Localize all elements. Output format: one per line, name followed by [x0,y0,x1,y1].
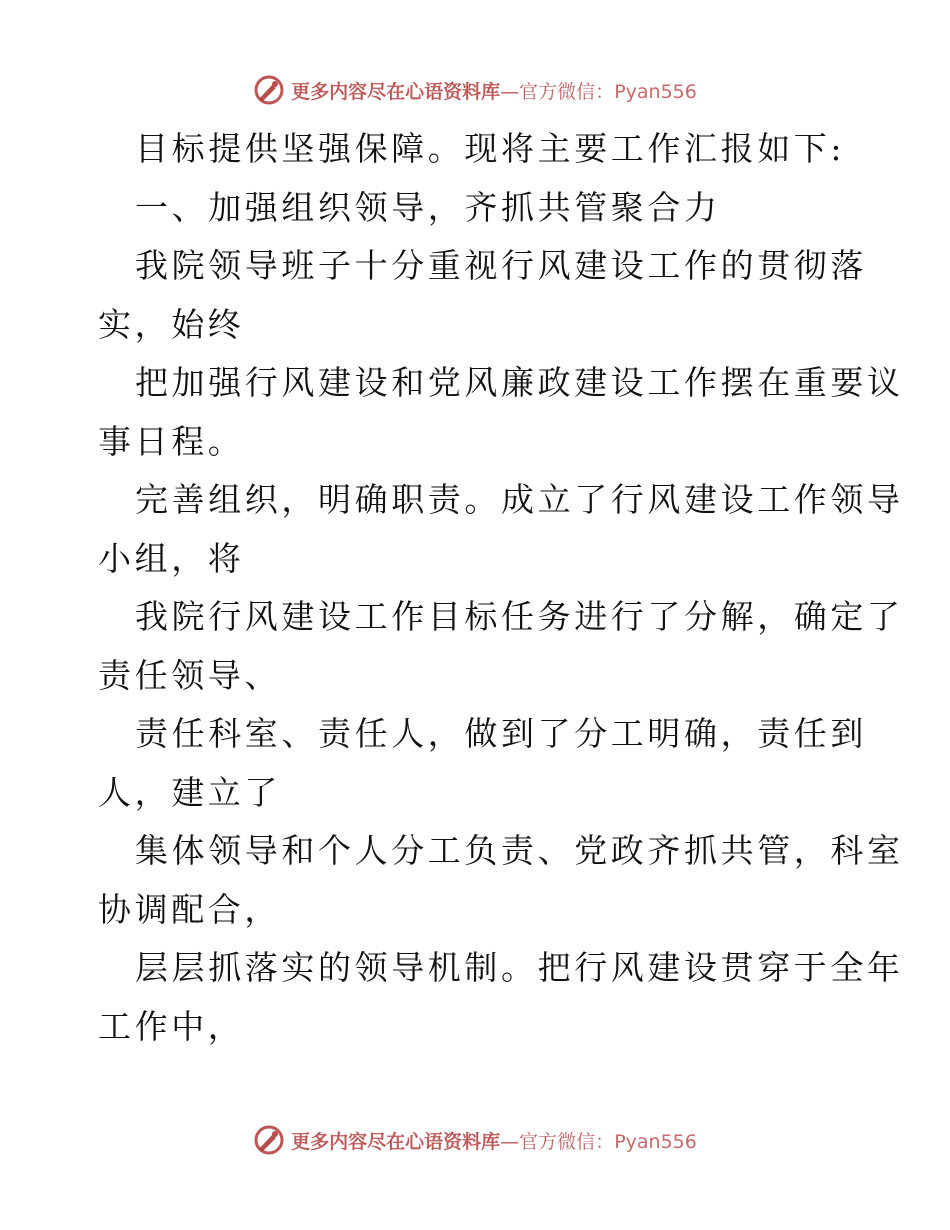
watermark-wechat-label: 官方微信： [519,1130,615,1153]
body-line: 实，始终 [98,304,245,344]
logo-icon [253,1124,285,1156]
body-line: 协调配合， [98,889,281,929]
body-line: 人，建立了 [98,772,281,812]
body-line: 小组，将 [98,538,245,578]
body-line: 我院行风建设工作目标任务进行了分解，确定了 [135,597,904,636]
logo-icon [253,74,285,106]
watermark-header [0,70,950,110]
watermark-wechat-label: 官方微信： [519,80,615,103]
watermark-wechat-id: Pyan556 [614,1130,697,1153]
body-line: 目标提供坚强保障。现将主要工作汇报如下: [135,129,846,168]
watermark-brand: 更多内容尽在心语资料库 [291,80,501,103]
body-line: 责任科室、责任人，做到了分工明确，责任到 [135,714,867,753]
body-line: 责任领导、 [98,655,281,695]
body-line: 层层抓落实的领导机制。把行风建设贯穿于全年 [135,948,904,987]
body-line: 工作中， [98,1006,245,1046]
watermark-text [291,77,697,104]
watermark-brand: 更多内容尽在心语资料库 [291,1130,501,1153]
body-line: 我院领导班子十分重视行风建设工作的贯彻落 [135,246,867,285]
watermark-footer [0,1120,950,1160]
body-line: 完善组织，明确职责。成立了行风建设工作领导 [135,480,904,519]
body-line: 把加强行风建设和党风廉政建设工作摆在重要议 [135,363,904,402]
watermark-text [291,1127,697,1154]
watermark-separator: — [500,1130,520,1153]
document-body [98,120,904,1056]
watermark-separator: — [500,80,520,103]
watermark-wechat-id: Pyan556 [614,80,697,103]
section-heading: 一、加强组织领导，齐抓共管聚合力 [135,187,721,227]
body-line: 事日程。 [98,421,245,461]
body-line: 集体领导和个人分工负责、党政齐抓共管，科室 [135,831,904,870]
